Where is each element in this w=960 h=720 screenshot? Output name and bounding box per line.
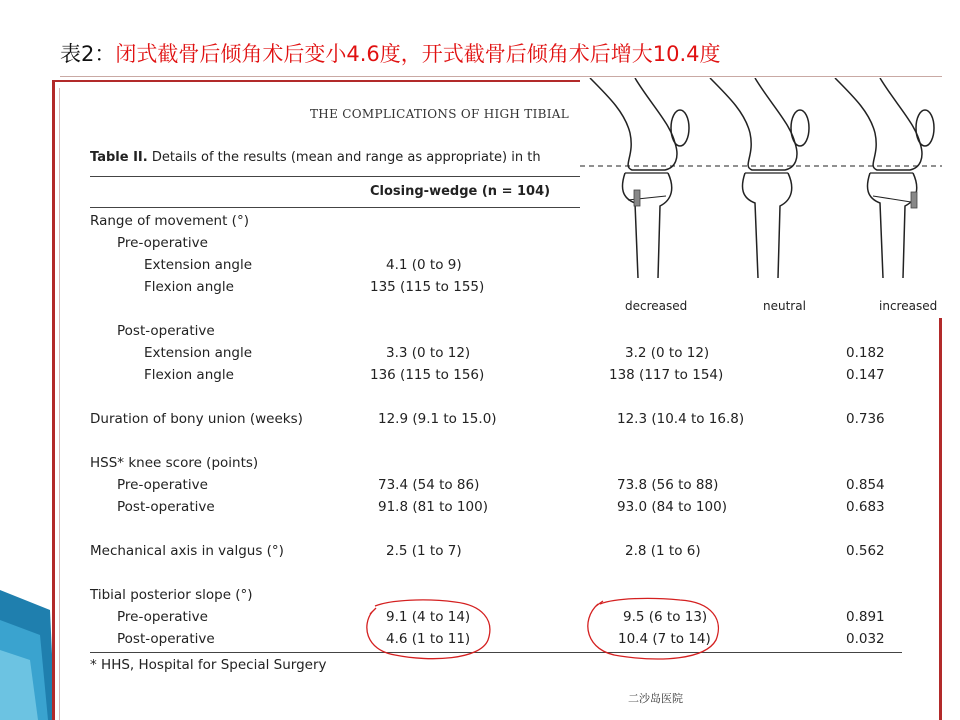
table-rule-bottom: [90, 652, 902, 653]
footer-hospital: 二沙岛医院: [628, 692, 683, 705]
cell-p-value: 0.182: [846, 345, 885, 361]
subsection-post-operative: Post-operative: [117, 499, 215, 515]
cell-opening: 3.2 (0 to 12): [625, 345, 710, 361]
cell-p-value: 0.562: [846, 543, 885, 559]
cell-opening: 138 (117 to 154): [609, 367, 724, 383]
knee-neutral: [710, 78, 809, 278]
cell-p-value: 0.891: [846, 609, 885, 625]
cell-closing: 9.1 (4 to 14): [386, 609, 471, 625]
cell-opening: 93.0 (84 to 100): [617, 499, 727, 515]
cell-p-value: 0.854: [846, 477, 885, 493]
cell-closing: 2.5 (1 to 7): [386, 543, 462, 559]
subsection-pre-operative: Pre-operative: [117, 609, 208, 625]
journal-header: THE COMPLICATIONS OF HIGH TIBIAL: [310, 107, 570, 121]
section-bony-union: Duration of bony union (weeks): [90, 411, 303, 427]
row-label: Extension angle: [144, 257, 253, 273]
cell-closing: 4.1 (0 to 9): [386, 257, 462, 273]
cell-closing: 91.8 (81 to 100): [378, 499, 488, 515]
cell-closing: 4.6 (1 to 11): [386, 631, 471, 647]
section-mechanical-axis: Mechanical axis in valgus (°): [90, 543, 284, 559]
label-neutral: neutral: [763, 299, 806, 313]
caption-label: Table II.: [90, 150, 148, 165]
tibial-slope-illustration: [580, 78, 942, 318]
annotation-tick-opening: [596, 601, 603, 606]
row-label: Flexion angle: [144, 367, 234, 383]
column-header-closing: Closing-wedge (n = 104): [370, 184, 551, 199]
cell-closing: 135 (115 to 155): [370, 279, 485, 295]
knee-increased: [835, 78, 934, 278]
subsection-post-operative: Post-operative: [117, 323, 215, 339]
annotation-tick-closing: [370, 608, 376, 614]
cell-closing: 73.4 (54 to 86): [378, 477, 480, 493]
slide-title: [60, 38, 721, 68]
title-divider: [60, 76, 942, 77]
cell-p-value: 0.147: [846, 367, 885, 383]
corner-decoration: [0, 590, 60, 720]
cell-p-value: 0.683: [846, 499, 885, 515]
title-text: 闭式截骨后倾角术后变小4.6度，开式截骨后倾角术后增大10.4度: [115, 42, 721, 66]
knee-decreased: [590, 78, 689, 278]
caption-text: Details of the results (mean and range as appropriate) in th: [147, 150, 541, 165]
subsection-pre-operative: Pre-operative: [117, 477, 208, 493]
cell-p-value: 0.736: [846, 411, 885, 427]
row-label: Flexion angle: [144, 279, 234, 295]
section-tibial-slope: Tibial posterior slope (°): [90, 587, 253, 603]
cell-opening: 10.4 (7 to 14): [618, 631, 711, 647]
table-caption: [90, 150, 590, 165]
label-decreased: decreased: [625, 299, 688, 313]
section-range-of-movement: Range of movement (°): [90, 213, 249, 229]
cell-opening: 12.3 (10.4 to 16.8): [617, 411, 745, 427]
cell-closing: 136 (115 to 156): [370, 367, 485, 383]
cell-opening: 73.8 (56 to 88): [617, 477, 719, 493]
knee-slope-figure: [580, 78, 942, 318]
cell-closing: 3.3 (0 to 12): [386, 345, 471, 361]
label-increased: increased: [879, 299, 938, 313]
cell-p-value: 0.032: [846, 631, 885, 647]
annotation-circle-opening: [588, 598, 719, 659]
subsection-pre-operative: Pre-operative: [117, 235, 208, 251]
cell-opening: 9.5 (6 to 13): [623, 609, 708, 625]
subsection-post-operative: Post-operative: [117, 631, 215, 647]
row-label: Extension angle: [144, 345, 253, 361]
frame-inner-line: [59, 88, 60, 720]
table-footnote: * HHS, Hospital for Special Surgery: [90, 657, 327, 673]
frame-border-left: [52, 80, 55, 720]
cell-closing: 12.9 (9.1 to 15.0): [378, 411, 497, 427]
title-prefix: 表2：: [60, 42, 116, 66]
cell-opening: 2.8 (1 to 6): [625, 543, 701, 559]
section-hss-score: HSS* knee score (points): [90, 455, 259, 471]
